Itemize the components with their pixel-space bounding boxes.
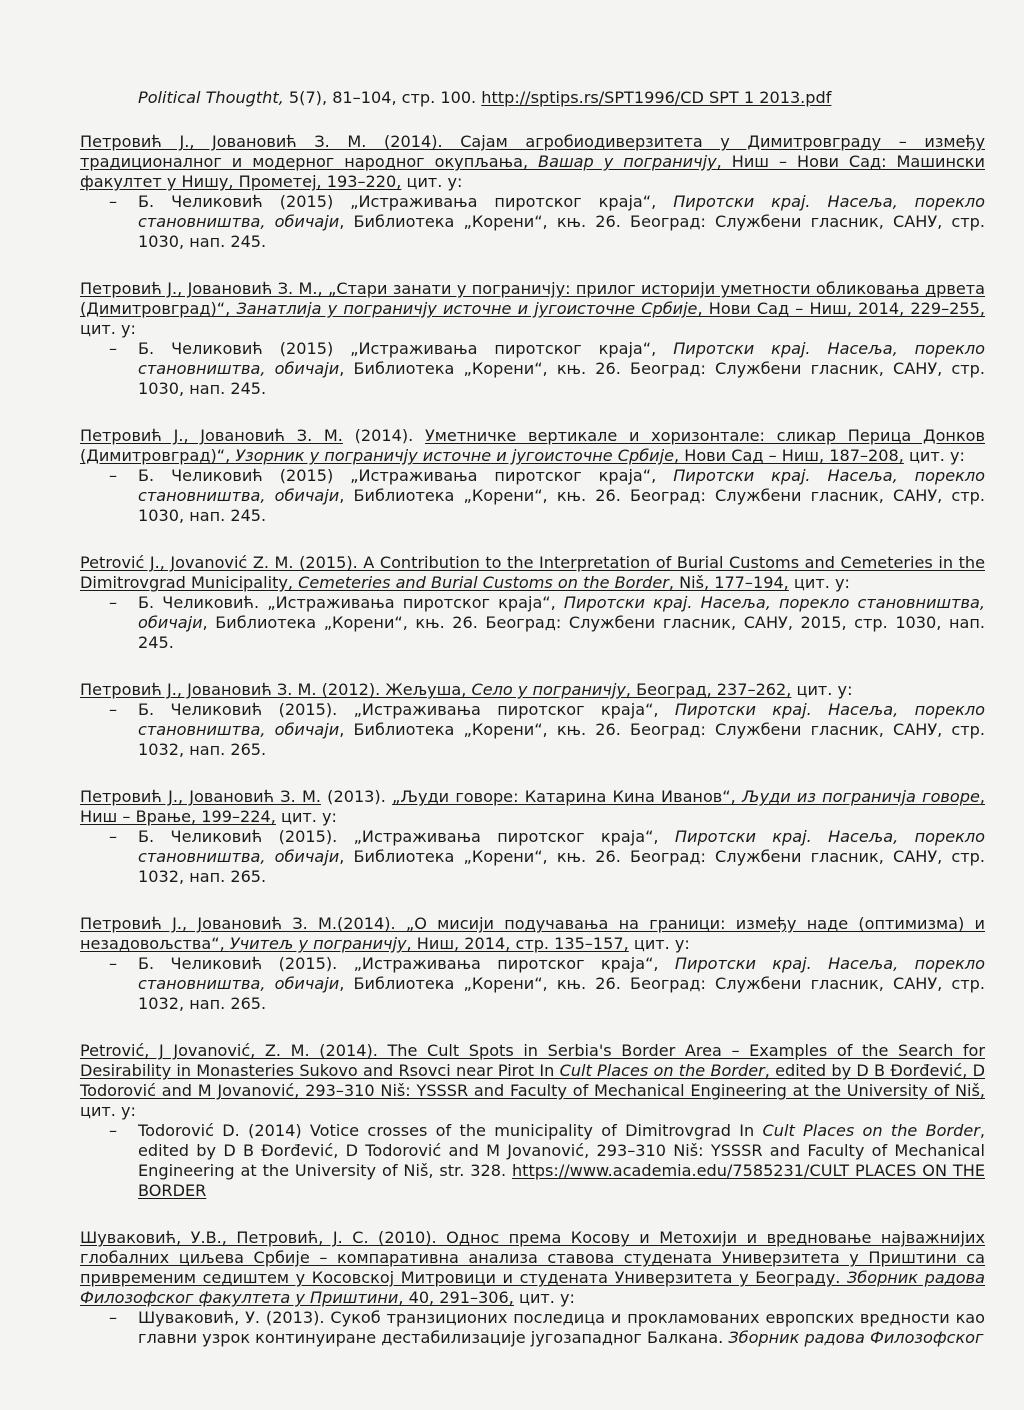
bullet-dash: – [109,1121,118,1140]
bullet-dash: – [109,192,118,211]
text-segment: Б. Челиковић (2015) „Истраживања пиротског краја“, [138,339,674,358]
citing-item [80,466,985,526]
text-segment: Б. Челиковић. „Истраживања пиротског краја“, [138,593,564,612]
text-segment: Б. Челиковић (2015). „Истраживања пиротског краја“, [138,700,675,719]
text-segment: Вашар у пограничју [538,152,717,171]
text-segment: Петровић Ј., Јовановић З. М. (2014). Сајам агробиодиверзитета у Димитровграду – између традиционалног и модерног народног окупљања, [80,132,985,171]
text-segment: Шуваковић, У. (2013). Сукоб транзиционих последица и прокламованих европских вредности као главни узрок континуиране дестабилизације југозападног Балкана. [138,1308,985,1347]
entries [80,132,985,1348]
text-segment: , Ниш – Нови Сад: Машински факултет у Нишу, Прометеј, 193–220, [80,152,985,191]
reference-heading [80,914,985,954]
citing-item [80,593,985,653]
text-segment: цит. у: [80,1101,136,1120]
bullet-dash: – [109,466,118,485]
reference-heading [80,1041,985,1121]
text-segment: , Библиотека „Корени“, књ. 26. Београд: Службени гласник, САНУ, стр. 1030, нап. 245. [138,486,985,525]
reference-entry [80,1041,985,1201]
text-segment: Б. Челиковић (2015). „Истраживања пиротског краја“, [138,954,675,973]
citing-item [80,1308,985,1348]
text-segment: цит. у: [275,807,337,826]
text-segment: , Библиотека „Корени“, књ. 26. Београд: Службени гласник, САНУ, стр. 1032, нап. 265. [138,847,985,886]
text-segment: Петровић Ј., Јовановић З. М., „Стари занати у пограничју: прилог историји уметности обликовања дрвета (Димитровград)“, [80,279,985,318]
text-segment: Зборник радова Филозофског [728,1328,984,1347]
reference-entry [80,553,985,653]
reference-heading [80,787,985,827]
text-segment: цит. у: [903,446,965,465]
bullet-dash: – [109,700,118,719]
text-segment: Пиротски крај. Насеља, порекло становништва, обичаји [138,700,985,739]
text-segment: Петровић Ј., Јовановић З. М. [80,787,321,806]
reference-entry [80,914,985,1014]
text-segment: Petrović J., Jovanović Z. M. (2015). A Contribution to the Interpretation of Burial Customs and Cemeteries in the Dimitrovgrad Municipality, [80,553,985,592]
text-segment: Шуваковић, У.В., Петровић, Ј. С. (2010). Однос према Косову и Метохији и вредновање најважнијих глобалних циљева Србије – компаративна анализа ставова студената Универзитета у Приштини са привременим седиштем у Косовској Митровици и студената Универзитета у Београду. [80,1228,985,1287]
text-segment: Пиротски крај. Насеља, порекло становништва, обичаји [138,954,985,993]
text-segment: Пиротски крај. Насеља, порекло становништва, обичаји [138,192,985,231]
text-segment: цит. у: [788,573,850,592]
text-segment: , Библиотека „Корени“, књ. 26. Београд: Службени гласник, САНУ, стр. 1032, нап. 265. [138,974,985,1013]
text-segment: , Библиотека „Корени“, књ. 26. Београд: Службени гласник, САНУ, стр. 1030, нап. 245. [138,212,985,251]
text-segment: Пиротски крај. Насеља, порекло становништва, обичаји [138,827,985,866]
bullet-dash: – [109,954,118,973]
citing-item [80,192,985,252]
reference-heading [80,680,985,700]
citing-item [80,339,985,399]
text-segment: Cult Places on the Border [559,1061,765,1080]
text-segment: (2013). [320,787,393,806]
citing-item [80,700,985,760]
text-segment: Б. Челиковић (2015) „Истраживања пиротског краја“, [138,192,674,211]
source-link[interactable]: http://sptips.rs/SPT1996/CD SPT 1 2013.pdf [481,88,832,107]
text-segment: Петровић Ј., Јовановић З. М.(2014). „О мисији подучавања на граници: између наде (оптимизма) и незадовољства“, [80,914,985,953]
text-segment: Б. Челиковић (2015). „Истраживања пиротског краја“, [138,827,675,846]
citing-item [80,827,985,887]
text-segment: Зборник радова Филозофског факултета у Приштини [80,1268,986,1307]
text-segment: Учитељ у пограничју [229,934,407,953]
reference-heading [80,279,985,339]
journal-details: 5(7), 81–104, стр. 100. [283,88,482,107]
reference-heading [80,426,985,466]
text-segment: Село у пограничју [471,680,626,699]
text-segment: https://www.academia.edu/7585231/CULT PLACES ON THE BORDER [138,1161,985,1200]
text-segment: Узорник у пограничју источне и југоисточне Србије [235,446,674,465]
reference-entry [80,279,985,399]
bullet-dash: – [109,1308,118,1327]
reference-list [80,88,985,1375]
text-segment: цит. у: [80,319,136,338]
text-segment: , edited by D B Đorđević, D Todorović and M Jovanović, 293–310 Niš: YSSSR and Faculty of Mechanical Engineering at the University of Niš, [80,1061,985,1100]
reference-entry [80,787,985,887]
bullet-dash: – [109,827,118,846]
text-segment: Петровић Ј., Јовановић З. М. (2012). Жељуша, [80,680,472,699]
text-segment: (2014). [342,426,425,445]
text-segment: , Ниш – Врање, 199–224, [80,787,985,826]
text-segment: цит. у: [513,1288,575,1307]
text-segment: Petrović, J Jovanović, Z. M. (2014). The Cult Spots in Serbia's Border Area – Examples of the Search for Desirability in Monasteries Sukovo and Rsovci near Pirot In [80,1041,985,1080]
text-segment: цит. у: [791,680,853,699]
reference-entry [80,132,985,252]
text-segment: Људи из пограничја говоре [741,787,980,806]
text-segment: , Библиотека „Корени“, књ. 26. Београд: Службени гласник, САНУ, стр. 1030, нап. 245. [138,359,985,398]
reference-entry [80,1228,985,1348]
journal-name: Political Thougtht, [138,88,284,107]
bullet-dash: – [109,339,118,358]
reference-heading [80,553,985,593]
text-segment: , Нови Сад – Ниш, 187–208, [673,446,904,465]
text-segment: , 40, 291–306, [398,1288,514,1307]
text-segment: цит. у: [401,172,463,191]
text-segment: , Библиотека „Корени“, књ. 26. Београд: Службени гласник, САНУ, 2015, стр. 1030, нап. 245. [138,613,985,652]
text-segment: Уметничке вертикале и хоризонтале: сликар Перица Донков (Димитровград)“, [80,426,985,465]
text-segment: Cemeteries and Burial Customs on the Border [298,573,669,592]
text-segment: Занатлија у пограничју источне и југоисточне Србије [236,299,698,318]
text-segment: Пиротски крај. Насеља, порекло становништва, обичаји [138,466,985,505]
text-segment: , Ниш, 2014, стр. 135–157, [406,934,629,953]
reference-entry [80,426,985,526]
reference-entry [80,680,985,760]
text-segment: Петровић Ј., Јовановић З. М. [80,426,343,445]
bullet-dash: – [109,593,118,612]
text-segment: , Нови Сад – Ниш, 2014, 229–255, [697,299,986,318]
citing-item [80,954,985,1014]
text-segment: , Београд, 237–262, [625,680,792,699]
text-segment: , edited by D B Đorđević, D Todorović and M Jovanović, 293–310 Niš: YSSSR and Faculty of Mechanical Engineering at the University of Niš, str. 328. [138,1121,985,1180]
text-segment: Б. Челиковић (2015) „Истраживања пиротског краја“, [138,466,674,485]
text-segment: Cult Places on the Border [762,1121,980,1140]
text-segment: Todorović D. (2014) Votice crosses of the municipality of Dimitrovgrad In [138,1121,763,1140]
text-segment: „Људи говоре: Катарина Кина Иванов“, [392,787,742,806]
reference-heading [80,132,985,192]
text-segment: Пиротски крај. Насеља, порекло становништва, обичаји [138,593,985,632]
reference-heading [80,1228,985,1308]
text-segment: цит. у: [628,934,690,953]
top-line [80,88,985,108]
text-segment: , Niš, 177–194, [668,573,789,592]
citing-item [80,1121,985,1201]
text-segment: , Библиотека „Корени“, књ. 26. Београд: Службени гласник, САНУ, стр. 1032, нап. 265. [138,720,985,759]
text-segment: Пиротски крај. Насеља, порекло становништва, обичаји [138,339,985,378]
